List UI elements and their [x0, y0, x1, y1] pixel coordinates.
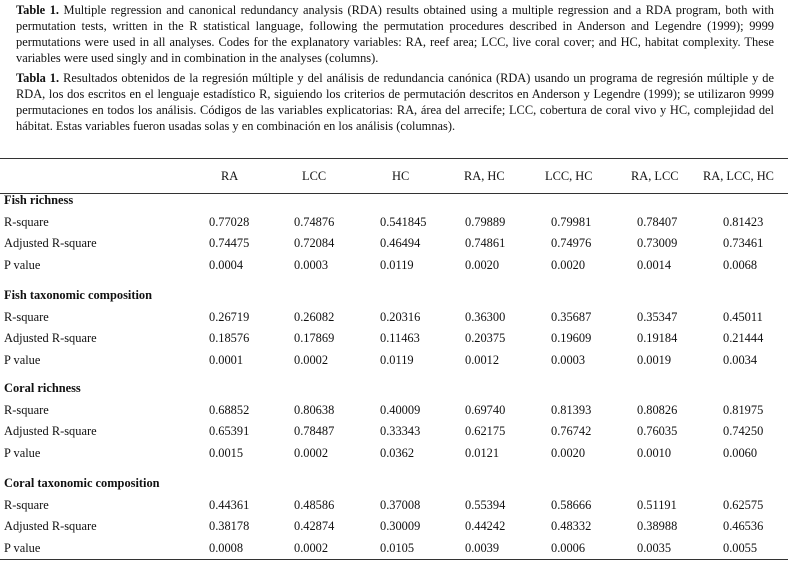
table-cell: 0.0020 — [465, 257, 500, 272]
table-cell: 0.0119 — [380, 352, 414, 367]
section-title: Coral richness — [4, 381, 81, 395]
section-heading-row — [0, 193, 788, 213]
table-row — [0, 310, 788, 330]
section-heading-row — [0, 476, 788, 496]
table-cell: 0.81975 — [723, 402, 764, 417]
table-cell: 0.0020 — [551, 445, 586, 460]
table-cell: 0.77028 — [209, 214, 250, 229]
table-cell: 0.0055 — [723, 540, 758, 555]
table-cell: 0.20316 — [380, 309, 421, 324]
section-title: Fish taxonomic composition — [4, 288, 153, 302]
caption-spanish — [16, 71, 774, 135]
column-header: RA, LCC, HC — [703, 169, 774, 183]
table-cell: 0.68852 — [209, 402, 250, 417]
table-cell: 0.78487 — [294, 424, 335, 439]
table-cell: 0.0035 — [637, 540, 672, 555]
table-cell: 0.74475 — [209, 236, 250, 251]
table-cell: 0.72084 — [294, 236, 335, 251]
table-cell: 0.58666 — [551, 497, 592, 512]
table-row — [0, 519, 788, 539]
column-header: RA — [221, 169, 239, 183]
table-cell: 0.76742 — [551, 424, 592, 439]
table-bottom-rule — [0, 559, 788, 560]
table-cell: 0.0003 — [294, 257, 329, 272]
table-cell: 0.51191 — [637, 497, 677, 512]
table-cell: 0.17869 — [294, 331, 335, 346]
table-cell: 0.0002 — [294, 352, 329, 367]
row-label: R-square — [4, 214, 49, 229]
table-row — [0, 215, 788, 235]
row-label: R-square — [4, 402, 49, 417]
table-cell: 0.48332 — [551, 519, 592, 534]
table-cell: 0.69740 — [465, 402, 506, 417]
caption-english-label: Table 1. — [16, 3, 59, 17]
column-header: RA, LCC — [631, 169, 679, 183]
table-cell: 0.35687 — [551, 309, 592, 324]
table-cell: 0.0060 — [723, 445, 758, 460]
table-cell: 0.30009 — [380, 519, 421, 534]
table-cell: 0.0010 — [637, 445, 672, 460]
column-header: LCC — [302, 169, 327, 183]
table-cell: 0.46494 — [380, 236, 421, 251]
table-cell: 0.0105 — [380, 540, 415, 555]
table-cell: 0.0001 — [209, 352, 244, 367]
table-row — [0, 446, 788, 466]
table-cell: 0.26719 — [209, 309, 250, 324]
table-cell: 0.74876 — [294, 214, 335, 229]
table-cell: 0.0002 — [294, 445, 329, 460]
row-label: Adjusted R-square — [4, 331, 97, 346]
row-label: P value — [4, 352, 41, 367]
row-label: Adjusted R-square — [4, 236, 97, 251]
table-row — [0, 541, 788, 561]
caption-spanish-label: Tabla 1. — [16, 71, 60, 85]
table-cell: 0.62175 — [465, 424, 506, 439]
table-cell: 0.44242 — [465, 519, 506, 534]
caption-english — [16, 3, 774, 67]
table-row — [0, 258, 788, 278]
table-cell: 0.74861 — [465, 236, 506, 251]
table-row — [0, 236, 788, 256]
table-cell: 0.74250 — [723, 424, 764, 439]
table-cell: 0.73009 — [637, 236, 678, 251]
table-cell: 0.80638 — [294, 402, 335, 417]
table-cell: 0.65391 — [209, 424, 250, 439]
table-cell: 0.0015 — [209, 445, 244, 460]
table-cell: 0.81393 — [551, 402, 592, 417]
table-cell: 0.62575 — [723, 497, 764, 512]
row-label: P value — [4, 445, 41, 460]
table-cell: 0.0008 — [209, 540, 244, 555]
table-cell: 0.0020 — [551, 257, 586, 272]
table-cell: 0.76035 — [637, 424, 678, 439]
table-cell: 0.0004 — [209, 257, 244, 272]
row-label: P value — [4, 540, 41, 555]
table-cell: 0.36300 — [465, 309, 506, 324]
column-header: HC — [392, 169, 410, 183]
table-cell: 0.0006 — [551, 540, 586, 555]
table-row — [0, 331, 788, 351]
table-cell: 0.44361 — [209, 497, 250, 512]
table-top-rule — [0, 158, 788, 159]
table-cell: 0.38178 — [209, 519, 250, 534]
table-cell: 0.19184 — [637, 331, 678, 346]
table-cell: 0.40009 — [380, 402, 421, 417]
table-cell: 0.35347 — [637, 309, 678, 324]
row-label: R-square — [4, 497, 49, 512]
table-cell: 0.79981 — [551, 214, 592, 229]
column-header: LCC, HC — [545, 169, 593, 183]
table-cell: 0.0121 — [465, 445, 500, 460]
table-cell: 0.79889 — [465, 214, 506, 229]
table-row — [0, 403, 788, 423]
section-heading-row — [0, 288, 788, 308]
table-cell: 0.0034 — [723, 352, 758, 367]
table-cell: 0.11463 — [380, 331, 420, 346]
column-header: RA, HC — [464, 169, 505, 183]
table-cell: 0.19609 — [551, 331, 592, 346]
table-cell: 0.38988 — [637, 519, 678, 534]
table-row — [0, 353, 788, 373]
table-cell: 0.541845 — [380, 214, 427, 229]
table-cell: 0.73461 — [723, 236, 764, 251]
table-cell: 0.20375 — [465, 331, 506, 346]
table-cell: 0.55394 — [465, 497, 506, 512]
section-title: Fish richness — [4, 193, 74, 207]
table-cell: 0.21444 — [723, 331, 764, 346]
table-cell: 0.48586 — [294, 497, 335, 512]
table-cell: 0.0039 — [465, 540, 500, 555]
table-cell: 0.74976 — [551, 236, 592, 251]
row-label: Adjusted R-square — [4, 519, 97, 534]
table-row — [0, 424, 788, 444]
table-cell: 0.0362 — [380, 445, 415, 460]
row-label: P value — [4, 257, 41, 272]
table-cell: 0.42874 — [294, 519, 335, 534]
table-cell: 0.0019 — [637, 352, 672, 367]
table-cell: 0.0014 — [637, 257, 672, 272]
table-cell: 0.45011 — [723, 309, 763, 324]
table-cell: 0.26082 — [294, 309, 335, 324]
table-cell: 0.0119 — [380, 257, 414, 272]
caption-spanish-text: Resultados obtenidos de la regresión múltiple y del análisis de redundancia canónica (RDA) usando un programa de regresión múltiple y de RDA, los dos escritos en el lenguaje estadístico R, siguiendo los criterios de permutación descritos en Anderson y Legendre (1999); se utilizaron 9999 permutaciones en todos los análisis. Códigos de las variables explicatorias: RA, área del arrecife; LCC, cobertura de coral vivo y HC, complejidad del hábitat. Estas variables fueron usadas solas y en combinación en los análisis (columnas). — [16, 71, 774, 133]
section-heading-row — [0, 381, 788, 401]
table-cell: 0.18576 — [209, 331, 250, 346]
table-row — [0, 498, 788, 518]
row-label: Adjusted R-square — [4, 424, 97, 439]
table-cell: 0.37008 — [380, 497, 421, 512]
table-cell: 0.78407 — [637, 214, 678, 229]
table-cell: 0.33343 — [380, 424, 421, 439]
table-cell: 0.0003 — [551, 352, 586, 367]
table-cell: 0.0002 — [294, 540, 329, 555]
row-label: R-square — [4, 309, 49, 324]
table-cell: 0.80826 — [637, 402, 678, 417]
caption-english-text: Multiple regression and canonical redundancy analysis (RDA) results obtained using a multiple regression and a RDA program, both with permutation tests, written in the R statistical language, following the permutation procedures described in Anderson and Legendre (1999); 9999 permutations were used in all analyses. Codes for the explanatory variables: RA, reef area; LCC, live coral cover; and HC, habitat complexity. These variables were used singly and in combination in the analyses (columns). — [16, 3, 774, 65]
table-cell: 0.81423 — [723, 214, 764, 229]
table-cell: 0.46536 — [723, 519, 764, 534]
table-cell: 0.0012 — [465, 352, 500, 367]
table-cell: 0.0068 — [723, 257, 758, 272]
section-title: Coral taxonomic composition — [4, 476, 160, 490]
